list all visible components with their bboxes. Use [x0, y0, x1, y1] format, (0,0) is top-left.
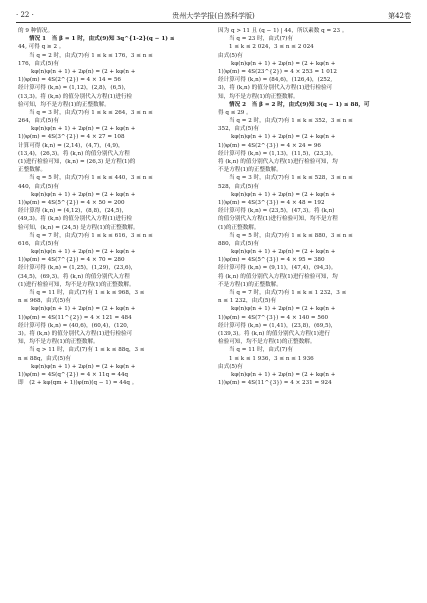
text-line: 44, 可得 q ≥ 2 。: [18, 44, 65, 51]
text-line: 将 (k,n) 的值分别代入方程(1)进行检验可知，均: [218, 273, 338, 280]
text-line: 1))φ(m) = 4S(q^{2}) = 4 × 11q = 44q: [18, 371, 129, 378]
text-line: 知，均不是方程(1)的正整数解。: [218, 93, 299, 100]
text-line: 因为 q > 11 且 (q − 1) | 44，所以素数 q = 23 。: [218, 28, 348, 34]
text-line: kφ(n)φ(n + 1) + 2φ(n) = (2 + kφ(n +: [31, 126, 136, 133]
text-line: 616，由式(5)有: [18, 240, 59, 247]
volume-label: 第42卷: [388, 12, 411, 20]
text-line: n ≤ 968，由式(5)有: [18, 298, 71, 305]
text-line: 经计算可得 (k,n) = (40,6)，(60,4)，(120,: [18, 322, 129, 329]
text-line: 当 q = 3 时，由式(7)有 1 ≤ k ≤ 264，3 ≤ n ≤: [29, 109, 153, 116]
text-line: 1))φ(m) = 4S(5^{3}) = 4 × 95 = 380: [218, 257, 325, 264]
left-column: [18, 27, 214, 597]
text-line: 正整数解。: [18, 167, 46, 174]
text-line: 1))φ(m) = 4S(3^{3}) = 4 × 48 = 192: [218, 199, 325, 206]
text-line: kφ(n)φ(n + 1) + 2φ(n) = (2 + kφ(n +: [231, 60, 336, 67]
text-line: 经计算可得 (k,n) = (1,13)，(11,5)，(23,3)。: [218, 150, 337, 157]
text-line: 1))φ(m) = 4S(2^{3}) = 4 × 24 = 96: [218, 142, 321, 149]
text-line: 由式(5)有: [218, 363, 243, 370]
text-line: 即 (2 + kφ(qm + 1))φ(m)(q − 1) = 44q 。: [18, 380, 138, 387]
text-line: 1))φ(m) = 4S(7^{3}) = 4 × 140 = 560: [218, 314, 329, 321]
text-line: 情况 1 当 β = 1 时，由式(9)知 3q^{1-2}(q − 1) ≤: [29, 36, 175, 43]
text-line: 1))φ(m) = 4S(11^{2}) = 4 × 121 = 484: [18, 314, 132, 321]
right-column: [218, 27, 414, 597]
text-line: 当 q = 11 时，由式(7)有: [229, 347, 293, 354]
text-line: n ≤ 88q，由式(5)有: [18, 355, 71, 362]
text-line: 当 q = 7 时，由式(7)有 1 ≤ k ≤ 616，3 ≤ n ≤: [29, 232, 153, 239]
text-line: 1))φ(m) = 4S(7^{2}) = 4 × 70 = 280: [18, 257, 125, 264]
text-line: 当 q = 11 时，由式(7)有 1 ≤ k ≤ 968，3 ≤: [29, 290, 145, 296]
text-line: kφ(n)φ(n + 1) + 2φ(n) = (2 + kφ(n +: [31, 306, 136, 313]
text-line: 经计算可得 (k,n) = (1,12)，(2,8)，(6,5)，: [18, 85, 130, 92]
header-rule: [16, 22, 411, 23]
text-line: 由式(5)有: [218, 52, 243, 59]
text-line: 当 q = 23 时，由式(7)有: [229, 36, 293, 43]
text-line: 经计算得 (k,n) = (4,12)，(8,8)，(24,5)，: [18, 208, 128, 215]
text-line: 1 ≤ k ≤ 1 936，3 ≤ n ≤ 1 936: [229, 355, 314, 362]
text-line: (1)进行检验可知，(k,n) = (26,3) 是方程(1)的: [18, 159, 136, 165]
text-line: 1))φ(m) = 4S(23^{2}) = 4 × 253 = 1 012: [218, 68, 337, 75]
text-line: 经计算可得 (k,n) = (1,41)，(23,8)，(69,5)，: [218, 322, 337, 329]
text-line: 经计算可得 (k,n) = (23,5)，(47,3)。将 (k,n): [218, 208, 335, 215]
text-line: (34,5)，(69,3)。将 (k,n) 的值分别代入方程: [18, 273, 130, 280]
text-line: 1))φ(m) = 4S(11^{3}) = 4 × 231 = 924: [218, 380, 332, 387]
text-line: 情况 2 当 β = 2 时，由式(9)知 3(q − 1) ≤ 88，可: [229, 101, 370, 108]
text-line: 经计算可得 (k,n) = (84,6)，(126,4)，(252,: [218, 77, 333, 84]
text-line: (49,3)。将 (k,n) 的值分别代入方程(1)进行检: [18, 216, 133, 223]
text-line: kφ(n)φ(n + 1) + 2φ(n) = (2 + kφ(n +: [31, 191, 136, 198]
text-line: 1 ≤ k ≤ 2 024，3 ≤ n ≤ 2 024: [229, 44, 314, 51]
text-line: (1)的正整数解。: [218, 224, 260, 231]
text-line: 得 q ≤ 29 。: [218, 109, 252, 116]
text-line: kφ(n)φ(n + 1) + 2φ(n) = (2 + kφ(n +: [31, 68, 136, 75]
text-line: 不是方程(1)的正整数解。: [218, 167, 282, 174]
text-line: 不是方程(1)的正整数解。: [218, 281, 282, 288]
journal-title: 贵州大学学报(自然科学版): [172, 12, 255, 20]
text-line: kφ(n)φ(n + 1) + 2φ(n) = (2 + kφ(n +: [31, 363, 136, 370]
text-line: 当 q = 2 时，由式(7)有 1 ≤ k ≤ 176，3 ≤ n ≤: [29, 52, 153, 59]
text-line: 经计算可得 (k,n) = (1,25)，(1,29)，(23,6)，: [18, 265, 137, 272]
text-line: 880，由式(5)有: [218, 240, 259, 247]
text-line: 440，由式(5)有: [18, 183, 59, 190]
running-header: [16, 8, 411, 22]
text-line: 检验可知，均不是方程(1)的正整数解。: [218, 339, 316, 346]
text-line: (139,3)。将 (k,n) 的值分别代入方程(1)进行: [218, 330, 331, 337]
text-line: 当 q = 7 时，由式(7)有 1 ≤ k ≤ 1 232，3 ≤: [229, 290, 347, 296]
text-line: 将 (k,n) 的值分别代入方程(1)进行检验可知，均: [218, 159, 338, 165]
text-line: kφ(n)φ(n + 1) + 2φ(n) = (2 + kφ(n +: [231, 371, 336, 378]
text-line: kφ(n)φ(n + 1) + 2φ(n) = (2 + kφ(n +: [231, 249, 336, 256]
text-line: kφ(n)φ(n + 1) + 2φ(n) = (2 + kφ(n +: [231, 191, 336, 198]
text-line: 验可知，均不是方程(1)的正整数解。: [18, 101, 110, 108]
text-line: 352，由式(5)有: [218, 126, 259, 133]
text-line: 的值分别代入方程(1)进行检验可知，均不是方程: [218, 216, 338, 223]
text-line: 176，由式(5)有: [18, 60, 59, 67]
text-line: 计算可得 (k,n) = (2,14)，(4,7)，(4,9)，: [18, 142, 124, 149]
text-line: kφ(n)φ(n + 1) + 2φ(n) = (2 + kφ(n +: [231, 134, 336, 141]
text-line: 1))φ(m) = 4S(3^{2}) = 4 × 27 = 108: [18, 134, 125, 141]
text-line: 的 9 种情况。: [18, 28, 54, 34]
text-line: (13,3)。将 (k,n) 的值分别代入方程(1)进行检: [18, 93, 133, 100]
text-line: 3)，将 (k,n) 的值分别代入方程(1)进行检验可: [218, 85, 333, 92]
text-line: 知，均不是方程(1)的正整数解。: [18, 339, 99, 346]
text-line: n ≤ 1 232，由式(5)有: [218, 298, 277, 305]
page-number: · 22 ·: [16, 11, 34, 19]
text-line: 当 q > 11 时，由式(7)有 1 ≤ k ≤ 88q，3 ≤: [29, 347, 145, 354]
text-line: 528，由式(5)有: [218, 183, 259, 190]
text-line: 3)。将 (k,n) 的值分别代入方程(1)进行检验可: [18, 330, 133, 337]
text-line: 当 q = 5 时，由式(7)有 1 ≤ k ≤ 880，3 ≤ n ≤: [229, 232, 353, 239]
text-line: 当 q = 2 时，由式(7)有 1 ≤ k ≤ 352，3 ≤ n ≤: [229, 118, 353, 125]
text-line: 264，由式(5)有: [18, 118, 59, 125]
text-line: 1))φ(m) = 4S(5^{2}) = 4 × 50 = 200: [18, 199, 125, 206]
text-line: 验可知，(k,n) = (24,5) 是方程(1)的正整数解。: [18, 224, 139, 231]
text-line: 当 q = 3 时，由式(7)有 1 ≤ k ≤ 528，3 ≤ n ≤: [229, 175, 353, 182]
text-line: (13,4)，(26,3)。将 (k,n) 的值分别代入方程: [18, 150, 130, 157]
text-line: kφ(n)φ(n + 1) + 2φ(n) = (2 + kφ(n +: [31, 249, 136, 256]
text-line: 1))φ(m) = 4S(2^{2}) = 4 × 14 = 56: [18, 77, 121, 84]
text-line: kφ(n)φ(n + 1) + 2φ(n) = (2 + kφ(n +: [231, 306, 336, 313]
text-line: 当 q = 5 时，由式(7)有 1 ≤ k ≤ 440，3 ≤ n ≤: [29, 175, 153, 182]
text-line: (1)进行检验可知，均不是方程(1)的正整数解。: [18, 281, 135, 288]
text-line: 经计算可得 (k,n) = (9,11)，(47,4)，(94,3)。: [218, 265, 337, 272]
